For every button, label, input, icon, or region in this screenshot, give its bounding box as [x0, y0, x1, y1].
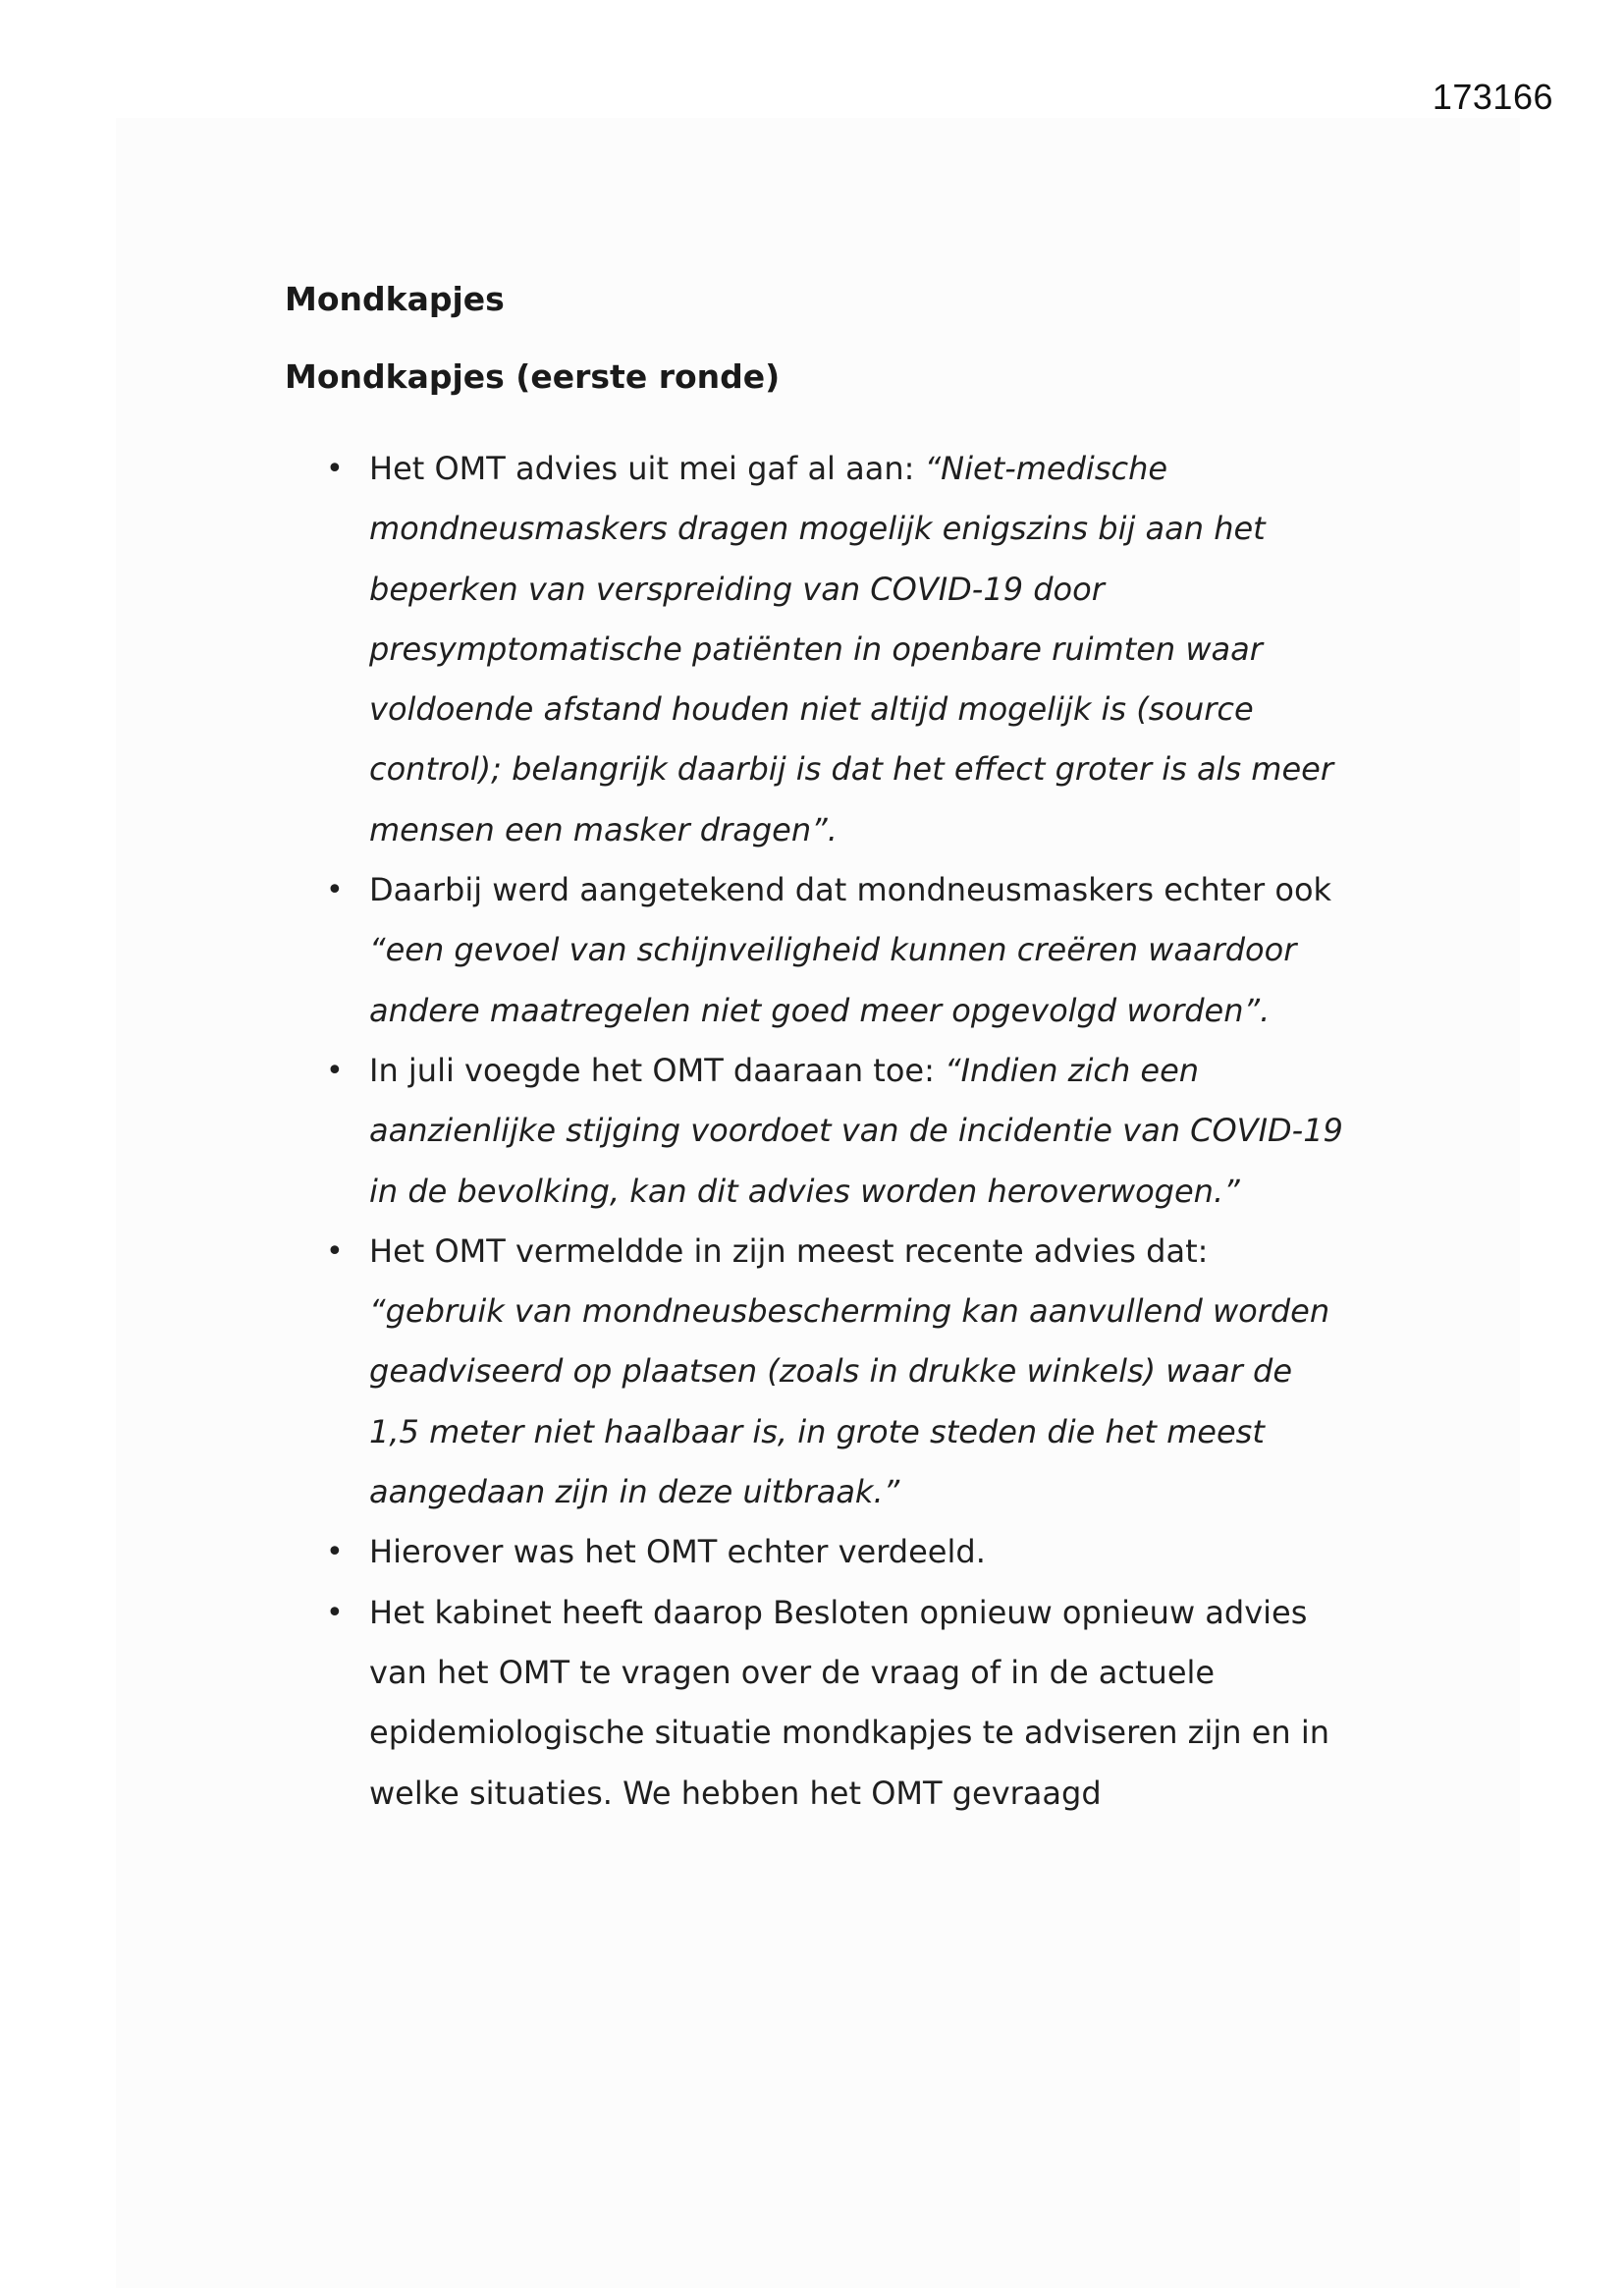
bullet-item-3 [285, 1041, 1351, 1222]
bullet-text: Het kabinet heeft daarop Besloten opnieuw opnieuw advies van het OMT te vragen over de vraag of in de actuele epidemiologische situatie mondkapjes te adviseren zijn en in welke situaties. We hebben het OMT gevraagd [369, 1593, 1330, 1812]
bullet-text: Het OMT advies uit mei gaf al aan: [369, 450, 925, 487]
section-subtitle: Mondkapjes (eerste ronde) [285, 357, 781, 396]
bullet-text: In juli voegde het OMT daaraan toe: [369, 1051, 946, 1089]
bullet-dot-icon: • [326, 452, 344, 486]
bullet-text: Het OMT vermeldde in zijn meest recente advies dat: [369, 1231, 1209, 1270]
section-title: Mondkapjes [285, 280, 505, 318]
bullet-dot-icon: • [326, 1233, 344, 1269]
bullet-quote: “een gevoel van schijnveiligheid kunnen creëren waardoor andere maatregelen niet goed meer opgevolgd worden”. [369, 931, 1297, 1029]
document-body [285, 280, 1365, 1824]
bullet-dot-icon: • [326, 1595, 344, 1630]
bullet-dot-icon: • [326, 873, 344, 908]
bullet-item-1 [285, 439, 1351, 860]
bullet-dot-icon: • [326, 1053, 344, 1088]
bullet-list [285, 439, 1365, 1824]
bullet-item-5 [285, 1522, 1351, 1582]
bullet-item-4 [285, 1222, 1351, 1522]
bullet-quote: “Indien zich een aanzienlijke stijging voordoet van de incidentie van COVID-19 in de bevolking, kan dit advies worden heroverwogen.” [369, 1051, 1343, 1210]
bullet-item-2 [285, 860, 1351, 1041]
bullet-text: Daarbij werd aangetekend dat mondneusmaskers echter ook [369, 871, 1332, 909]
bullet-text: Hierover was het OMT echter verdeeld. [369, 1533, 986, 1571]
bullet-item-6 [285, 1583, 1351, 1824]
bullet-quote: “Niet-medische mondneusmaskers dragen mogelijk enigszins bij aan het beperken van verspreiding van COVID-19 door presymptomatische patiënten in openbare ruimten waar voldoende afstand houden niet altijd mogelijk is (source control); belangrijk daarbij is dat het effect groter is als meer mensen een masker dragen”. [369, 450, 1333, 848]
bullet-dot-icon: • [326, 1535, 344, 1570]
document-number: 173166 [1432, 77, 1553, 117]
bullet-quote: “gebruik van mondneusbescherming kan aanvullend worden geadviseerd op plaatsen (zoals in drukke winkels) waar de 1,5 meter niet haalbaar is, in grote steden die het meest aangedaan zijn in deze uitbraak.” [369, 1292, 1330, 1511]
